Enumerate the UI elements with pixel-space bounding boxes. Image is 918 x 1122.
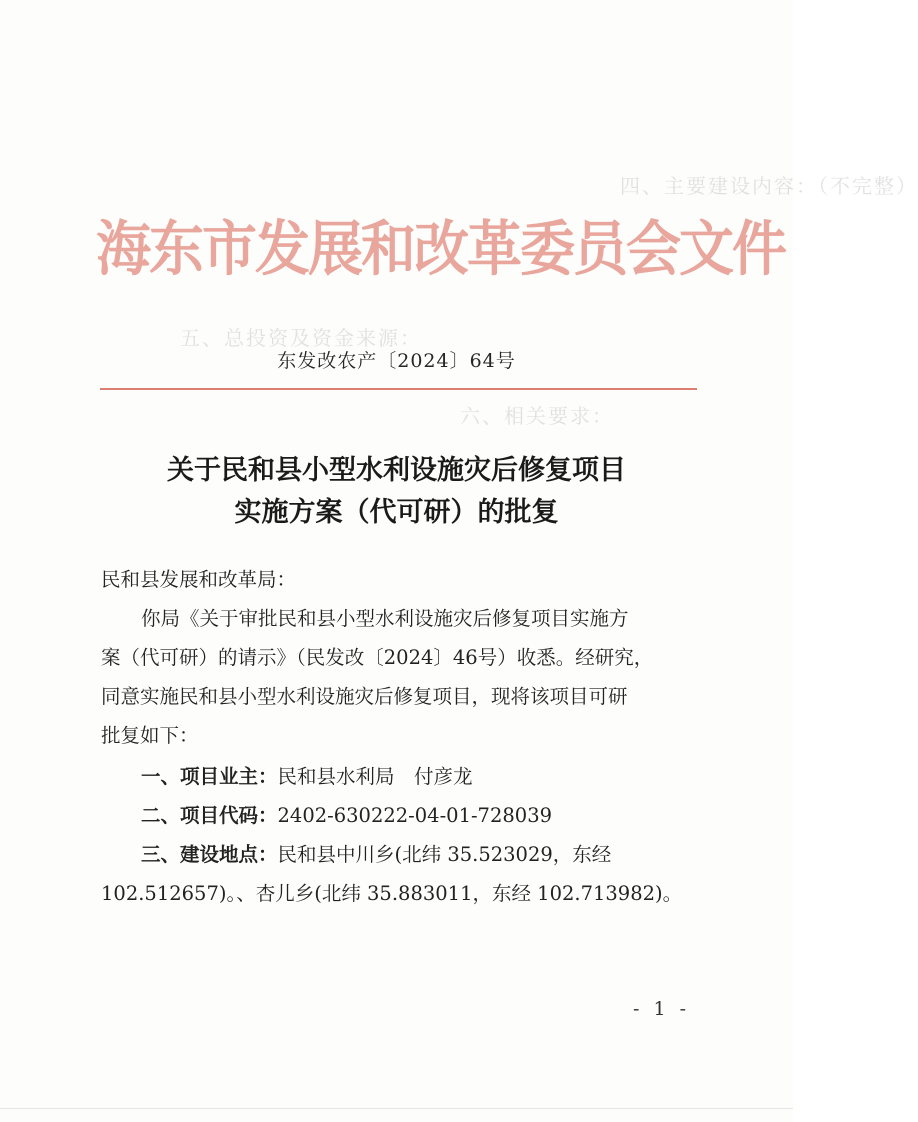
document-number: 东发改农产〔2024〕64号: [277, 350, 516, 372]
document-title-line-2: 实施方案（代可研）的批复: [234, 497, 559, 528]
addressee: 民和县发展和改革局：: [101, 568, 297, 591]
body-paragraph-line: 案（代可研）的请示》（民发改〔2024〕46号）收悉。经研究，: [101, 646, 654, 669]
item-value: 民和县中川乡(北纬 35.523029，东经: [277, 843, 612, 866]
item-label: 三、建设地点：: [141, 843, 278, 866]
item-label: 一、项目业主：: [141, 765, 278, 788]
item-label: 二、项目代码：: [141, 804, 278, 827]
letterhead-divider: [100, 388, 697, 390]
item-value: 2402-630222-04-01-728039: [277, 804, 553, 827]
body-paragraph-line: 你局《关于审批民和县小型水利设施灾后修复项目实施方: [141, 607, 629, 630]
document-title-line-1: 关于民和县小型水利设施灾后修复项目: [167, 455, 626, 486]
bleed-through-text: 四、主要建设内容：（不完整）: [620, 174, 918, 198]
body-paragraph-line: 同意实施民和县小型水利设施灾后修复项目，现将该项目可研: [101, 685, 628, 708]
bleed-through-text: 六、相关要求：: [460, 404, 614, 428]
list-item: [141, 802, 552, 830]
list-item: [141, 763, 473, 791]
list-item: [141, 841, 611, 869]
body-paragraph-line: 批复如下：: [101, 724, 199, 747]
item-value: 民和县水利局 付彦龙: [277, 765, 473, 788]
bleed-through-text: 五、总投资及资金来源：: [180, 326, 422, 350]
letterhead-title: 海东市发展和改革委员会文件: [96, 213, 786, 284]
list-item-continuation: 102.512657)。、杏儿乡(北纬 35.883011，东经 102.713982)。: [101, 882, 683, 905]
page-number: - 1 -: [633, 998, 691, 1020]
page-edge: [0, 1108, 793, 1109]
